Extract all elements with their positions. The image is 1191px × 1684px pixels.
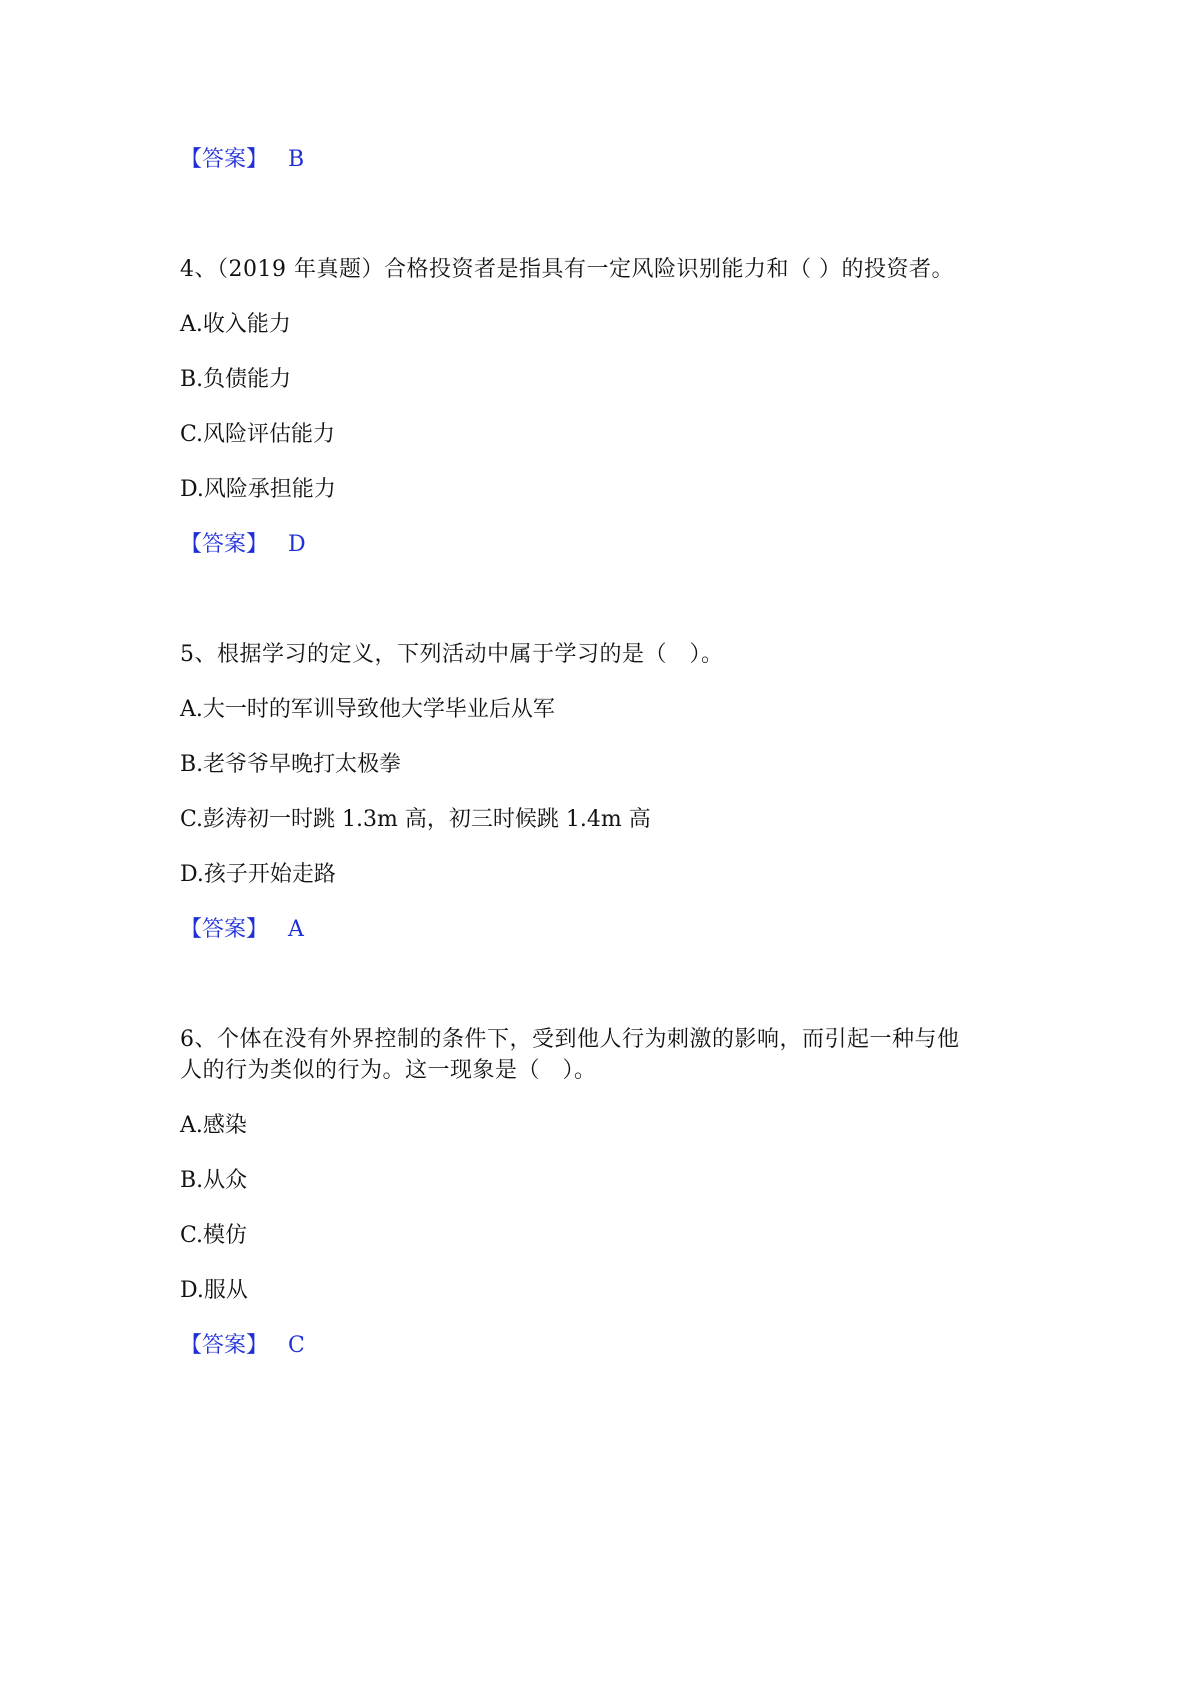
q4-option-d: D.风险承担能力 [180,477,336,502]
q6-option-d: D.服从 [180,1278,248,1303]
q6-option-a: A.感染 [180,1113,247,1138]
q6-option-b: B.从众 [180,1168,248,1193]
q6-answer-label: 【答案】 [180,1333,269,1358]
q5-option-c: C.彭涛初一时跳 1.3m 高，初三时候跳 1.4m 高 [180,807,651,832]
q4-option-c: C.风险评估能力 [180,422,336,447]
q6-stem-line-1: 6、个体在没有外界控制的条件下，受到他人行为刺激的影响，而引起一种与他 [180,1027,960,1052]
q4-answer-label: 【答案】 [180,532,269,557]
q4-answer [180,531,306,559]
q5-answer-label: 【答案】 [180,917,269,942]
q5-option-b: B.老爷爷早晚打太极拳 [180,752,402,777]
q4-option-a: A.收入能力 [180,312,291,337]
q3-answer [180,146,304,174]
q6-answer [180,1332,305,1360]
q5-answer [180,916,304,944]
q3-answer-label: 【答案】 [180,147,269,172]
q3-answer-value: B [288,147,305,172]
q6-answer-value: C [288,1333,305,1358]
q5-answer-value: A [288,917,304,942]
q5-option-d: D.孩子开始走路 [180,862,336,887]
q4-answer-value: D [288,532,306,557]
q5-option-a: A.大一时的军训导致他大学毕业后从军 [180,697,555,722]
q4-stem: 4、（2019 年真题）合格投资者是指具有一定风险识别能力和（ ）的投资者。 [180,257,954,282]
q5-stem: 5、根据学习的定义，下列活动中属于学习的是（ ）。 [180,642,724,667]
q6-stem-line-2: 人的行为类似的行为。这一现象是（ ）。 [180,1058,597,1083]
q4-option-b: B.负债能力 [180,367,292,392]
q6-option-c: C.模仿 [180,1223,248,1248]
